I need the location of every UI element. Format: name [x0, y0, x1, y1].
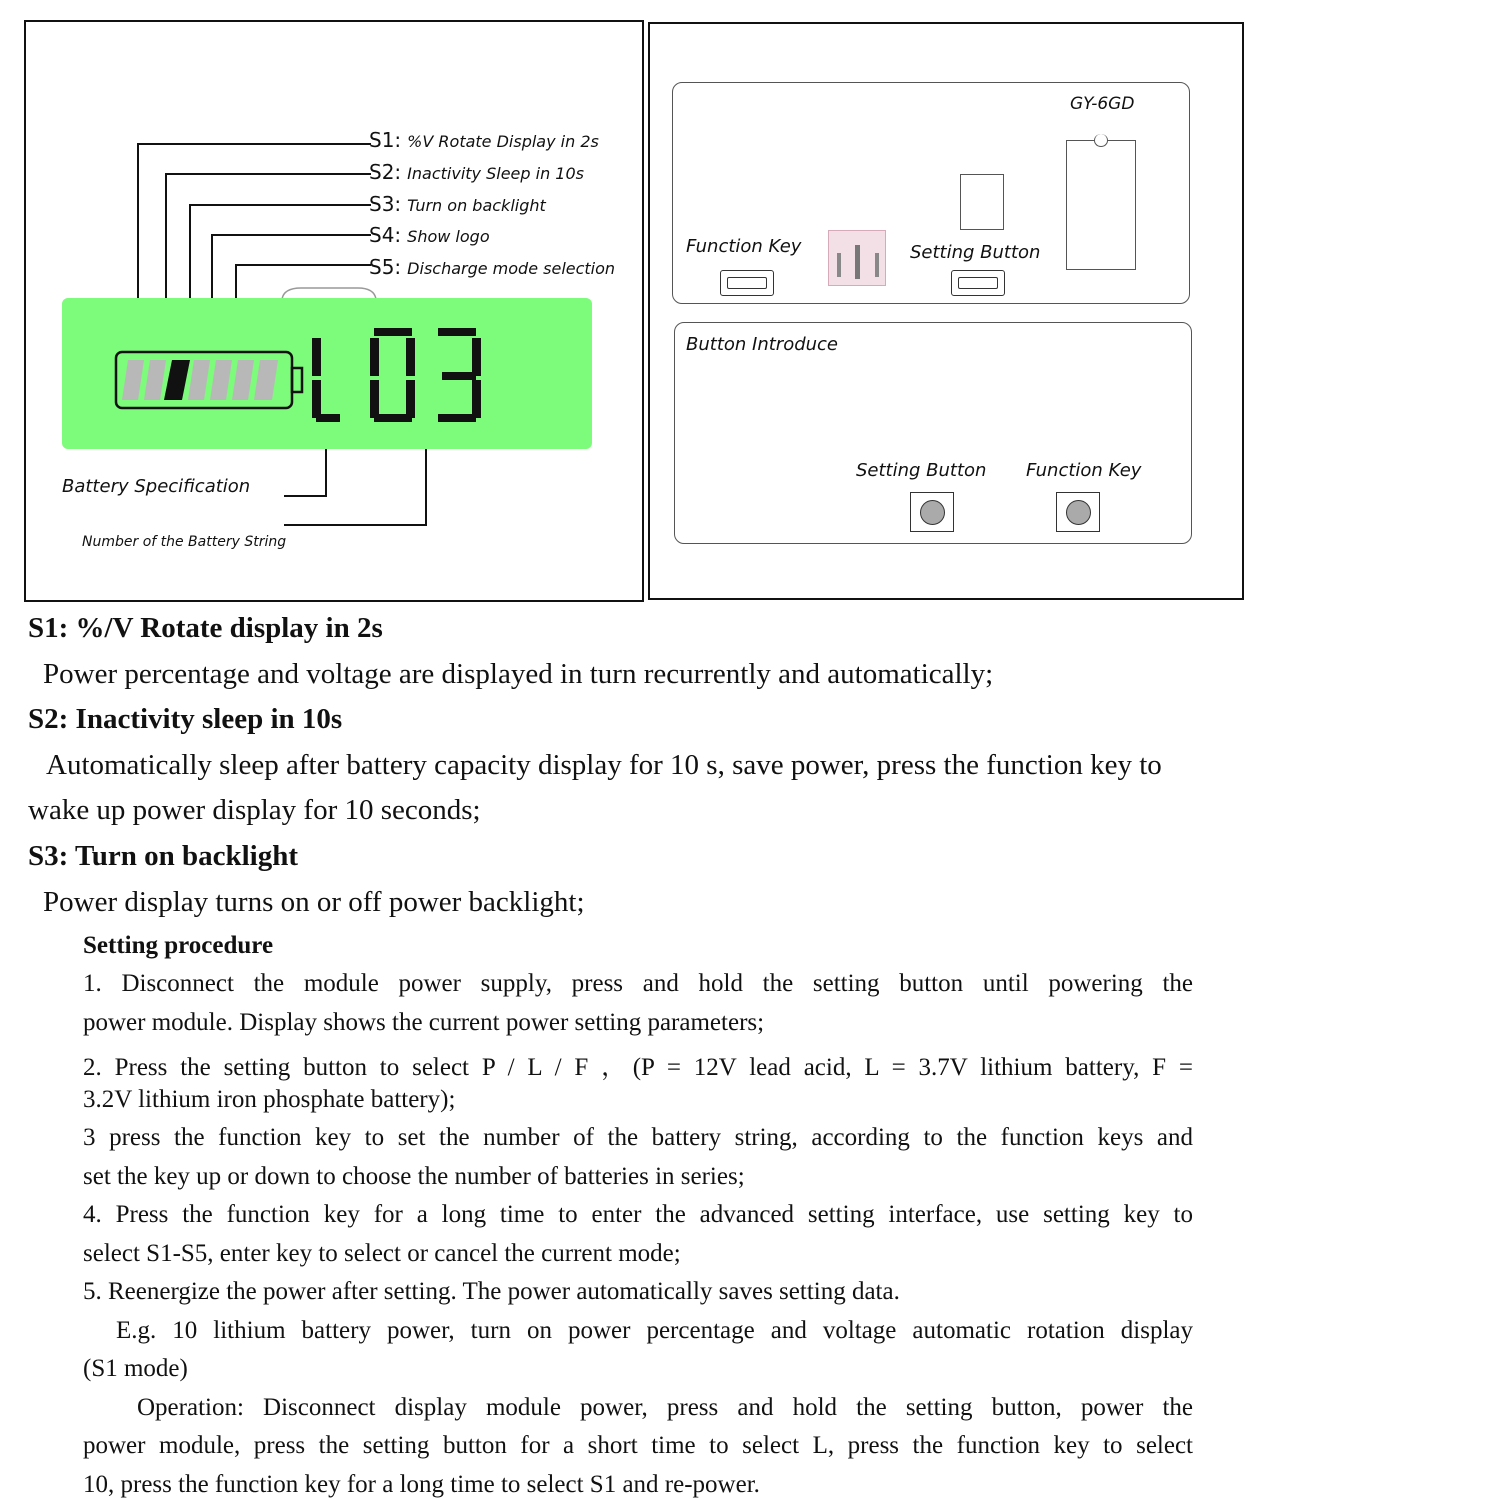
procedure-line: 5. Reenergize the power after setting. The power automatically saves setting data.: [83, 1278, 900, 1305]
s4-annotation: [369, 223, 490, 247]
procedure-line: select S1-S5, enter key to select or cancel the current mode;: [83, 1240, 681, 1267]
intro-function-key[interactable]: [1056, 492, 1100, 532]
s5-key: S5:: [369, 255, 402, 279]
function-key-label: Function Key: [686, 236, 802, 257]
intro-setting-label: Setting Button: [856, 460, 987, 481]
s2-annotation: [369, 160, 584, 184]
s1-body: Power percentage and voltage are displayed in turn recurrently and automatically;: [43, 658, 994, 690]
s2-heading: S2: Inactivity sleep in 10s: [28, 703, 343, 735]
button-intro-title: Button Introduce: [686, 334, 839, 355]
s4-key: S4:: [369, 223, 402, 247]
battery-icon: [114, 346, 314, 416]
operation-line: power module, press the setting button for a short time to select L, press the function key to select: [83, 1432, 1193, 1459]
procedure-line: 4. Press the function key for a long time to enter the advanced setting interface, use setting key to: [83, 1201, 1193, 1228]
procedure-line: power module. Display shows the current power setting parameters;: [83, 1009, 765, 1036]
setting-button[interactable]: [951, 270, 1005, 296]
operation-line: Operation: Disconnect display module power, press and hold the setting button, power the: [137, 1394, 1193, 1421]
s2-desc: Inactivity Sleep in 10s: [407, 164, 584, 183]
procedure-line: 3.2V lithium iron phosphate battery);: [83, 1086, 456, 1113]
s3-annotation: [369, 192, 546, 216]
intro-setting-button[interactable]: [910, 492, 954, 532]
s1-desc: %V Rotate Display in 2s: [407, 132, 599, 151]
example-line: E.g. 10 lithium battery power, turn on power percentage and voltage automatic rotation display: [116, 1317, 1193, 1344]
battery-string-label: Number of the Battery String: [82, 534, 287, 550]
s3-body: Power display turns on or off power backlight;: [43, 886, 585, 918]
example-line: (S1 mode): [83, 1355, 188, 1382]
component-square: [960, 174, 1004, 230]
function-key[interactable]: [720, 270, 774, 296]
s3-desc: Turn on backlight: [407, 196, 546, 215]
procedure-line: 1. Disconnect the module power supply, press and hold the setting button until powering the: [83, 970, 1193, 997]
s5-desc: Discharge mode selection: [407, 259, 616, 278]
lcd-digits: [308, 320, 508, 430]
s2-key: S2:: [369, 160, 402, 184]
procedure-line: 3 press the function key to set the number of the battery string, according to the function keys and: [83, 1124, 1193, 1151]
chip-notch: [1094, 134, 1108, 147]
button-diagram-panel: [648, 22, 1244, 600]
procedure-heading: Setting procedure: [83, 932, 274, 959]
procedure-line: set the key up or down to choose the number of batteries in series;: [83, 1163, 745, 1190]
s3-key: S3:: [369, 192, 402, 216]
s1-heading: S1: %/V Rotate display in 2s: [28, 612, 383, 644]
chip: [1066, 140, 1136, 270]
display-diagram-panel: [24, 20, 644, 602]
lcd-screen: [62, 298, 592, 449]
procedure-line: 2. Press the setting button to select P / L / F ，(P = 12V lead acid, L = 3.7V lithium battery, F =: [83, 1054, 1193, 1081]
s2-body-line1: Automatically sleep after battery capacity display for 10 s, save power, press the function key to: [46, 749, 1162, 781]
intro-function-label: Function Key: [1026, 460, 1142, 481]
model-label: GY-6GD: [1070, 94, 1135, 114]
battery-spec-label: Battery Specification: [62, 476, 251, 497]
s1-key: S1:: [369, 128, 402, 152]
power-connector: [828, 230, 886, 286]
s1-annotation: [369, 128, 599, 152]
s5-annotation: [369, 255, 615, 279]
s4-desc: Show logo: [407, 227, 490, 246]
s2-body-line2: wake up power display for 10 seconds;: [28, 794, 481, 826]
operation-line: 10, press the function key for a long time to select S1 and re-power.: [83, 1471, 760, 1498]
s3-heading: S3: Turn on backlight: [28, 840, 298, 872]
setting-button-label: Setting Button: [910, 242, 1041, 263]
